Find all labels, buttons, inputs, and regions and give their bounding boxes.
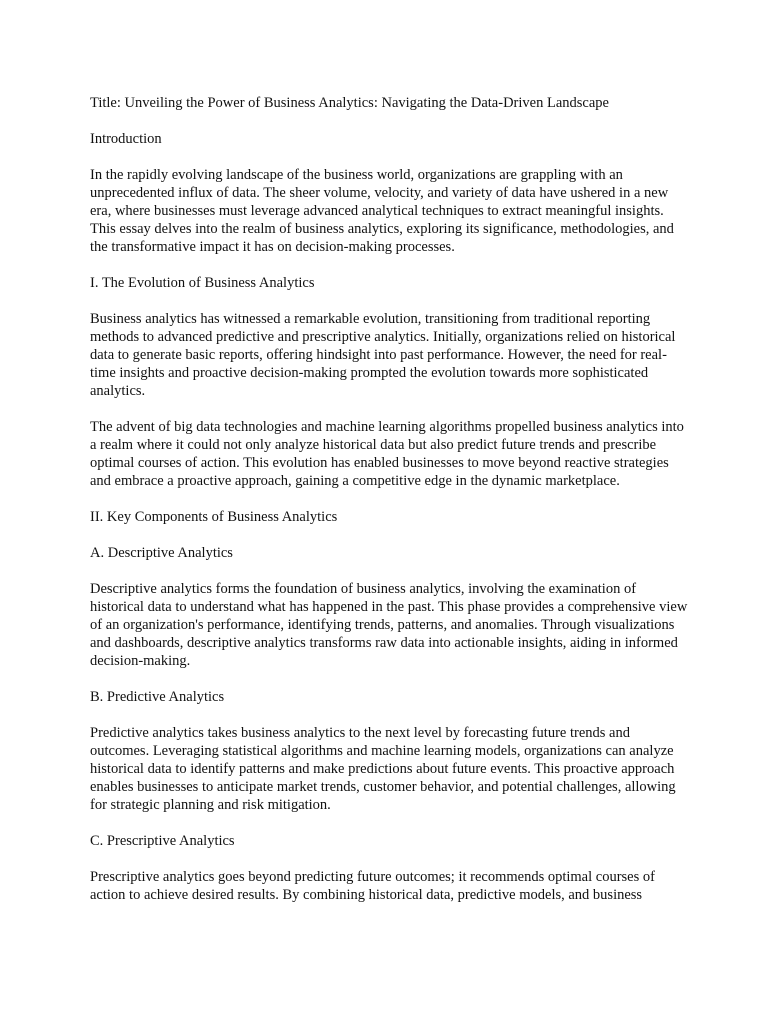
section-1-heading: I. The Evolution of Business Analytics [90,275,315,291]
document-title: Title: Unveiling the Power of Business Analytics: Navigating the Data-Driven Landscape [90,95,609,111]
section-2-heading: II. Key Components of Business Analytics [90,509,338,525]
introduction-paragraph: In the rapidly evolving landscape of the business world, organizations are grappling with an unprecedented influx of data. The sheer volume, velocity, and variety of data have ushered in a new era, where businesses must leverage advanced analytical techniques to extract meaningful insights. This essay delves into the realm of business analytics, exploring its significance, methodologies, and the transformative impact it has on decision-making processes. [90,167,674,255]
subsection-prescriptive-heading: C. Prescriptive Analytics [90,833,235,849]
section-1-paragraph-1: Business analytics has witnessed a remarkable evolution, transitioning from traditional reporting methods to advanced predictive and prescriptive analytics. Initially, organizations relied on historical data to generate basic reports, offering hindsight into past performance. However, the need for real-time insights and proactive decision-making prompted the evolution towards more sophisticated analytics. [90,311,676,399]
section-1-paragraph-2: The advent of big data technologies and machine learning algorithms propelled business analytics into a realm where it could not only analyze historical data but also predict future trends and prescribe optimal courses of action. This evolution has enabled businesses to move beyond reactive strategies and embrace a proactive approach, gaining a competitive edge in the dynamic marketplace. [90,419,684,489]
subsection-predictive-heading: B. Predictive Analytics [90,689,225,705]
subsection-descriptive-paragraph: Descriptive analytics forms the foundation of business analytics, involving the examination of historical data to understand what has happened in the past. This phase provides a comprehensive view of an organization's performance, identifying trends, patterns, and anomalies. Through visualizations and dashboards, descriptive analytics transforms raw data into actionable insights, aiding in informed decision-making. [90,581,688,669]
subsection-predictive-paragraph: Predictive analytics takes business analytics to the next level by forecasting future trends and outcomes. Leveraging statistical algorithms and machine learning models, organizations can analyze historical data to identify patterns and make predictions about future events. This proactive approach enables businesses to anticipate market trends, customer behavior, and potential challenges, allowing for strategic planning and risk mitigation. [90,725,676,813]
subsection-descriptive-heading: A. Descriptive Analytics [90,545,233,561]
document-page [90,94,690,922]
subsection-prescriptive-paragraph: Prescriptive analytics goes beyond predicting future outcomes; it recommends optimal courses of action to achieve desired results. By combining historical data, predictive models, and business [90,869,655,903]
introduction-heading: Introduction [90,131,162,147]
